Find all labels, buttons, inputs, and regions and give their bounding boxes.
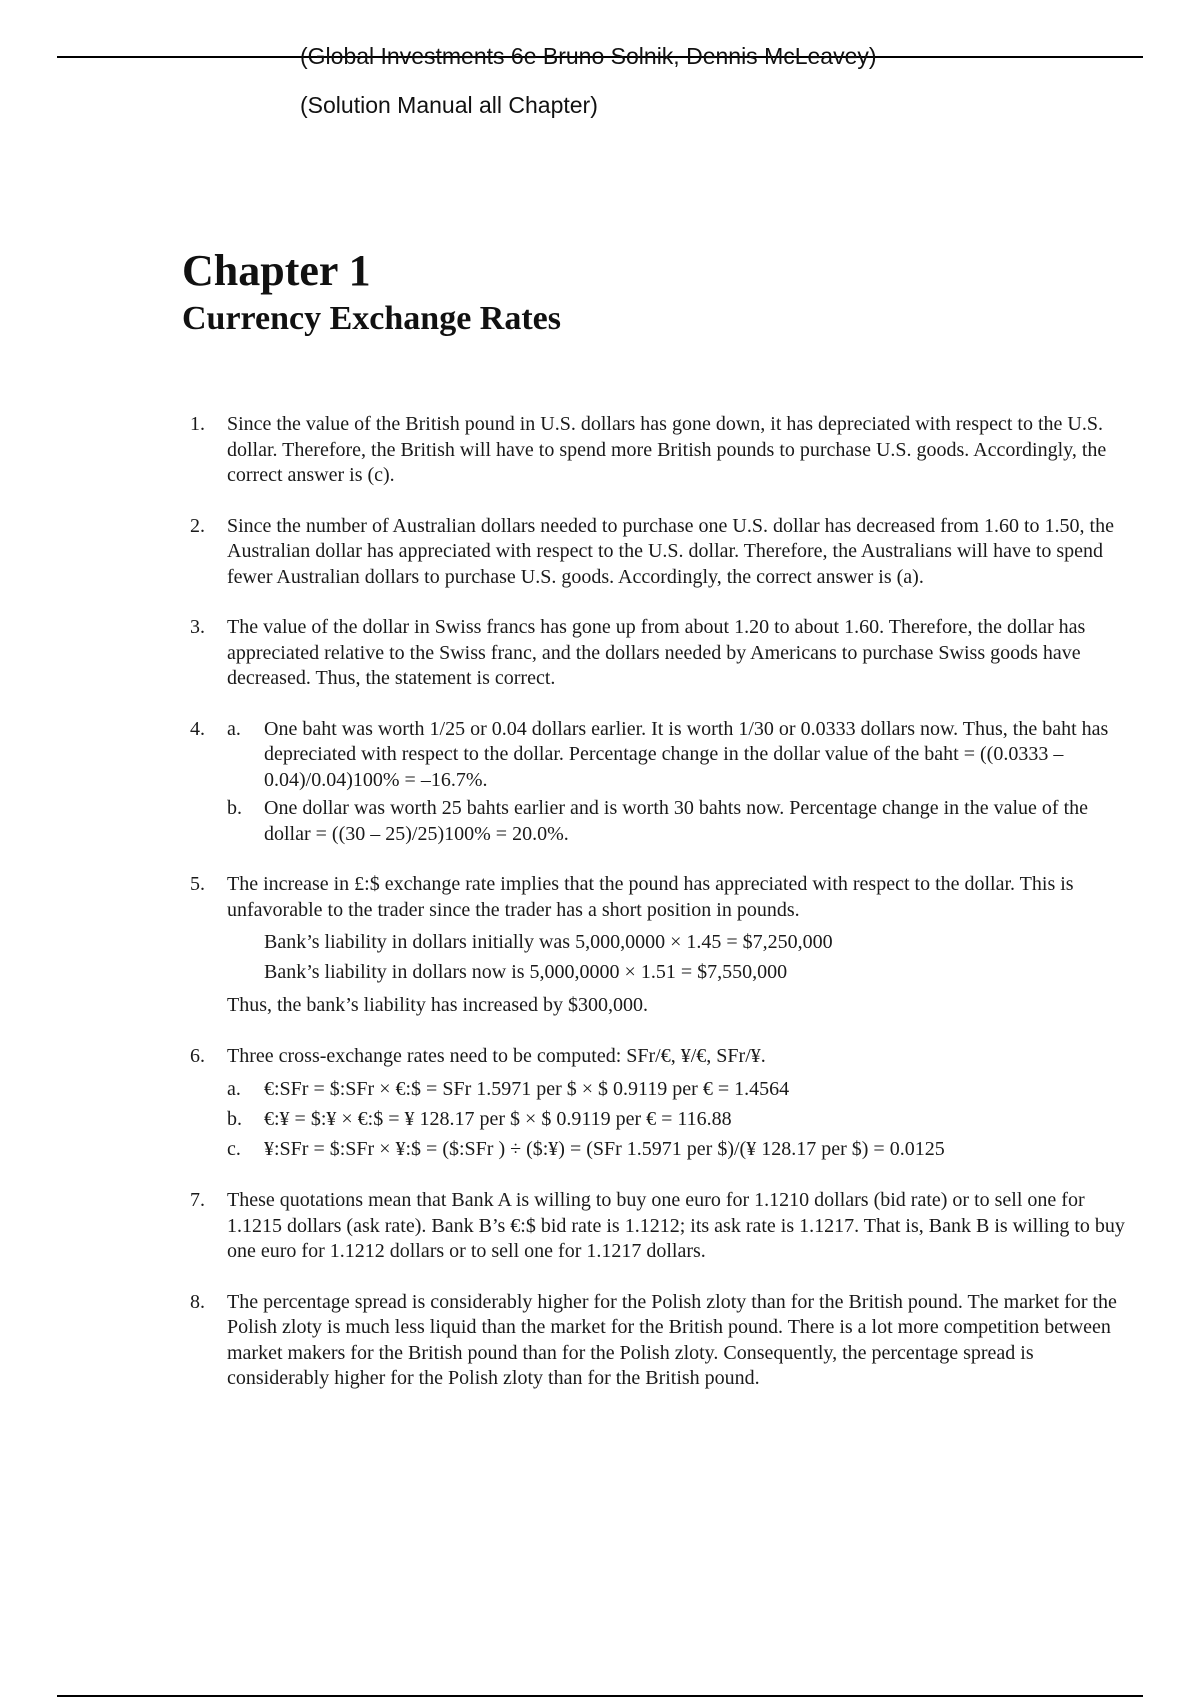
sub-answer-a [227, 717, 1130, 794]
sub-answer-label: c. [227, 1138, 241, 1160]
answer-item-1 [180, 412, 1130, 489]
answer-text: Since the value of the British pound in U.S. dollars has gone down, it has depreciated with respect to the U.S. dollar. Therefore, the British will have to spend more British pounds to purchase U.S. goods. Accordingly, the correct answer is (c). [227, 413, 1107, 486]
chapter-title: Chapter 1 [182, 246, 371, 295]
sub-answer-b [227, 796, 1130, 847]
item-number: 5. [190, 873, 205, 895]
answer-text: Three cross-exchange rates need to be computed: SFr/€, ¥/€, SFr/¥. [227, 1044, 766, 1067]
answer-item-2 [180, 514, 1130, 591]
cross-rate-formula: €:SFr = $:SFr × €:$ = SFr 1.5971 per $ × $ 0.9119 per € = 1.4564 [264, 1078, 790, 1100]
answer-text: These quotations mean that Bank A is willing to buy one euro for 1.1210 dollars (bid rate) or to sell one for 1.1215 dollars (ask rate). Bank B’s €:$ bid rate is 1.1212; its ask rate is 1.1217. That is, Bank B is willing to buy one euro for 1.1212 dollars or to sell one for 1.1217 dollars. [227, 1189, 1125, 1262]
item-number: 6. [190, 1044, 205, 1067]
sub-answer-list [227, 717, 1130, 848]
sub-answer-label: a. [227, 717, 241, 740]
answer-item-7 [180, 1188, 1130, 1265]
cross-rate-b [227, 1105, 1130, 1133]
answer-item-8 [180, 1290, 1130, 1392]
cross-rate-list [227, 1075, 1130, 1163]
answer-item-3 [180, 615, 1130, 692]
header-book-title: (Global Investments 6e Bruno Solnik, Dennis McLeavey) [300, 43, 877, 69]
answer-text: The value of the dollar in Swiss francs has gone up from about 1.20 to about 1.60. Therefore, the dollar has appreciated relative to the Swiss franc, and the dollars needed by Americans to purchase Swiss goods have decreased. Thus, the statement is correct. [227, 616, 1086, 689]
item-number: 2. [190, 514, 205, 537]
answer-conclusion: Thus, the bank’s liability has increased by $300,000. [227, 994, 649, 1016]
item-number: 8. [190, 1290, 205, 1313]
answer-item-5 [180, 872, 1130, 1019]
chapter-subtitle: Currency Exchange Rates [182, 300, 561, 337]
answer-text: Since the number of Australian dollars needed to purchase one U.S. dollar has decreased from 1.60 to 1.50, the Australian dollar has appreciated with respect to the U.S. dollar. Therefore, the Australians will have to spend fewer Australian dollars to purchase U.S. goods. Accordingly, the correct answer is (a). [227, 514, 1114, 588]
footer-rule [57, 1695, 1143, 1697]
sub-answer-text: One baht was worth 1/25 or 0.04 dollars earlier. It is worth 1/30 or 0.0333 dollars now. Thus, the baht has depreciated with respect to the dollar. Percentage change in the dollar value of the baht = ((0.0333 – 0.04)/0.04)100% = –16.7%. [264, 717, 1109, 791]
answer-text: The percentage spread is considerably higher for the Polish zloty than for the British pound. The market for the Polish zloty is much less liquid than the market for the British pound. There is a lot more competition between market makers for the British pound than for the Polish zloty. Consequently, the percentage spread is considerably higher for the Polish zloty than for the British pound. [227, 1290, 1117, 1389]
liability-initial: Bank’s liability in dollars initially was 5,000,0000 × 1.45 = $7,250,000 [264, 931, 833, 953]
sub-answer-label: b. [227, 1108, 242, 1130]
answer-item-4 [180, 717, 1130, 848]
sub-answer-text: One dollar was worth 25 bahts earlier and is worth 30 bahts now. Percentage change in the value of the dollar = ((30 – 25)/25)100% = 20.0%. [264, 797, 1089, 845]
answer-item-6 [180, 1044, 1130, 1164]
header-manual-title: (Solution Manual all Chapter) [300, 92, 598, 118]
item-number: 7. [190, 1189, 205, 1211]
liability-equations [227, 927, 1130, 987]
answer-text: The increase in £:$ exchange rate implies that the pound has appreciated with respect to the dollar. This is unfavorable to the trader since the trader has a short position in pounds. [227, 873, 1074, 921]
item-number: 1. [190, 413, 205, 435]
cross-rate-a [227, 1075, 1130, 1103]
sub-answer-label: a. [227, 1078, 241, 1100]
sub-answer-label: b. [227, 797, 242, 819]
cross-rate-formula: ¥:SFr = $:SFr × ¥:$ = ($:SFr ) ÷ ($:¥) = (SFr 1.5971 per $)/(¥ 128.17 per $) = 0.0125 [264, 1138, 945, 1160]
item-number: 3. [190, 616, 205, 638]
cross-rate-c [227, 1135, 1130, 1163]
answer-list [180, 412, 1130, 1417]
cross-rate-formula: €:¥ = $:¥ × €:$ = ¥ 128.17 per $ × $ 0.9119 per € = 116.88 [264, 1108, 732, 1130]
item-number: 4. [190, 717, 205, 740]
liability-now: Bank’s liability in dollars now is 5,000,0000 × 1.51 = $7,550,000 [264, 961, 788, 983]
